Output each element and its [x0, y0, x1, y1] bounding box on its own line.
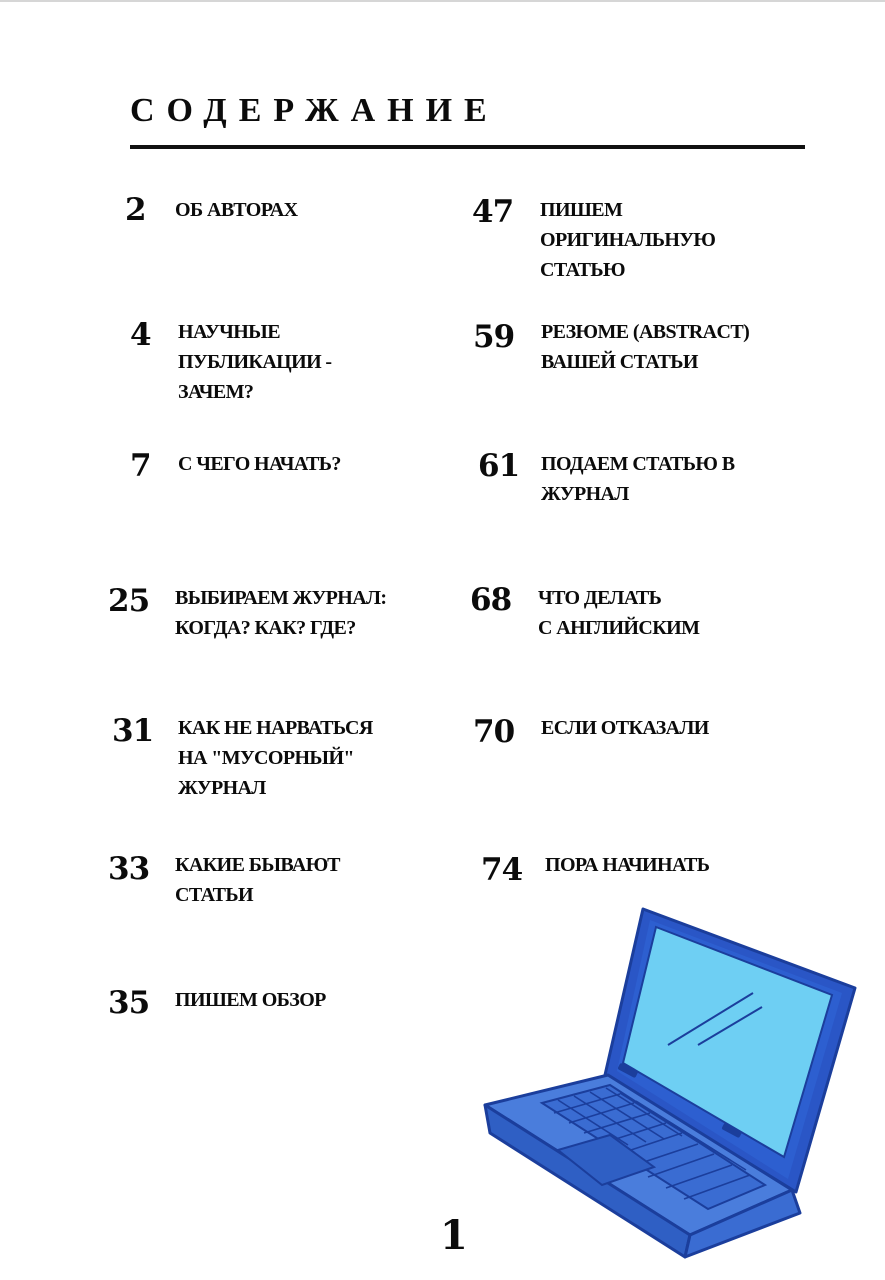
- toc-page-number: 2: [125, 192, 146, 228]
- toc-entry-label: ПОДАЕМ СТАТЬЮ В ЖУРНАЛ: [541, 453, 735, 505]
- toc-page-number: 68: [470, 582, 512, 618]
- toc-entry-label: ПОРА НАЧИНАТЬ: [545, 854, 710, 876]
- toc-entry-label: ПИШЕМ ОРИГИНАЛЬНУЮ СТАТЬЮ: [540, 199, 716, 281]
- toc-entry-label: КАК НЕ НАРВАТЬСЯ НА "МУСОРНЫЙ" ЖУРНАЛ: [178, 717, 373, 799]
- toc-page-number: 61: [478, 448, 520, 484]
- page-number: 1: [440, 1212, 468, 1259]
- toc-page-number: 33: [108, 851, 150, 887]
- toc-entry-label: С ЧЕГО НАЧАТЬ?: [178, 453, 341, 475]
- toc-page-number: 74: [481, 852, 523, 888]
- laptop-icon: [470, 895, 870, 1275]
- toc-entry-label: ОБ АВТОРАХ: [175, 199, 298, 221]
- toc-page-number: 35: [108, 985, 150, 1021]
- top-border-line: [0, 0, 885, 2]
- toc-entry-label: НАУЧНЫЕ ПУБЛИКАЦИИ - ЗАЧЕМ?: [178, 321, 332, 403]
- page-title: СОДЕРЖАНИЕ: [130, 92, 499, 129]
- toc-entry-label: РЕЗЮМЕ (ABSTRACT) ВАШЕЙ СТАТЬИ: [541, 321, 750, 373]
- toc-page-number: 59: [473, 319, 515, 355]
- toc-page-number: 47: [472, 194, 514, 230]
- toc-page-number: 70: [473, 714, 515, 750]
- toc-page-number: 25: [108, 583, 150, 619]
- toc-entry-label: ЕСЛИ ОТКАЗАЛИ: [541, 717, 709, 739]
- toc-page-number: 4: [130, 317, 151, 353]
- toc-page-number: 31: [112, 713, 154, 749]
- toc-entry-label: ЧТО ДЕЛАТЬ С АНГЛИЙСКИМ: [538, 587, 700, 639]
- toc-entry-label: ВЫБИРАЕМ ЖУРНАЛ: КОГДА? КАК? ГДЕ?: [175, 587, 387, 639]
- toc-entry-label: ПИШЕМ ОБЗОР: [175, 989, 326, 1011]
- toc-entry-label: КАКИЕ БЫВАЮТ СТАТЬИ: [175, 854, 340, 906]
- toc-page-number: 7: [130, 448, 151, 484]
- title-underline: [130, 145, 805, 149]
